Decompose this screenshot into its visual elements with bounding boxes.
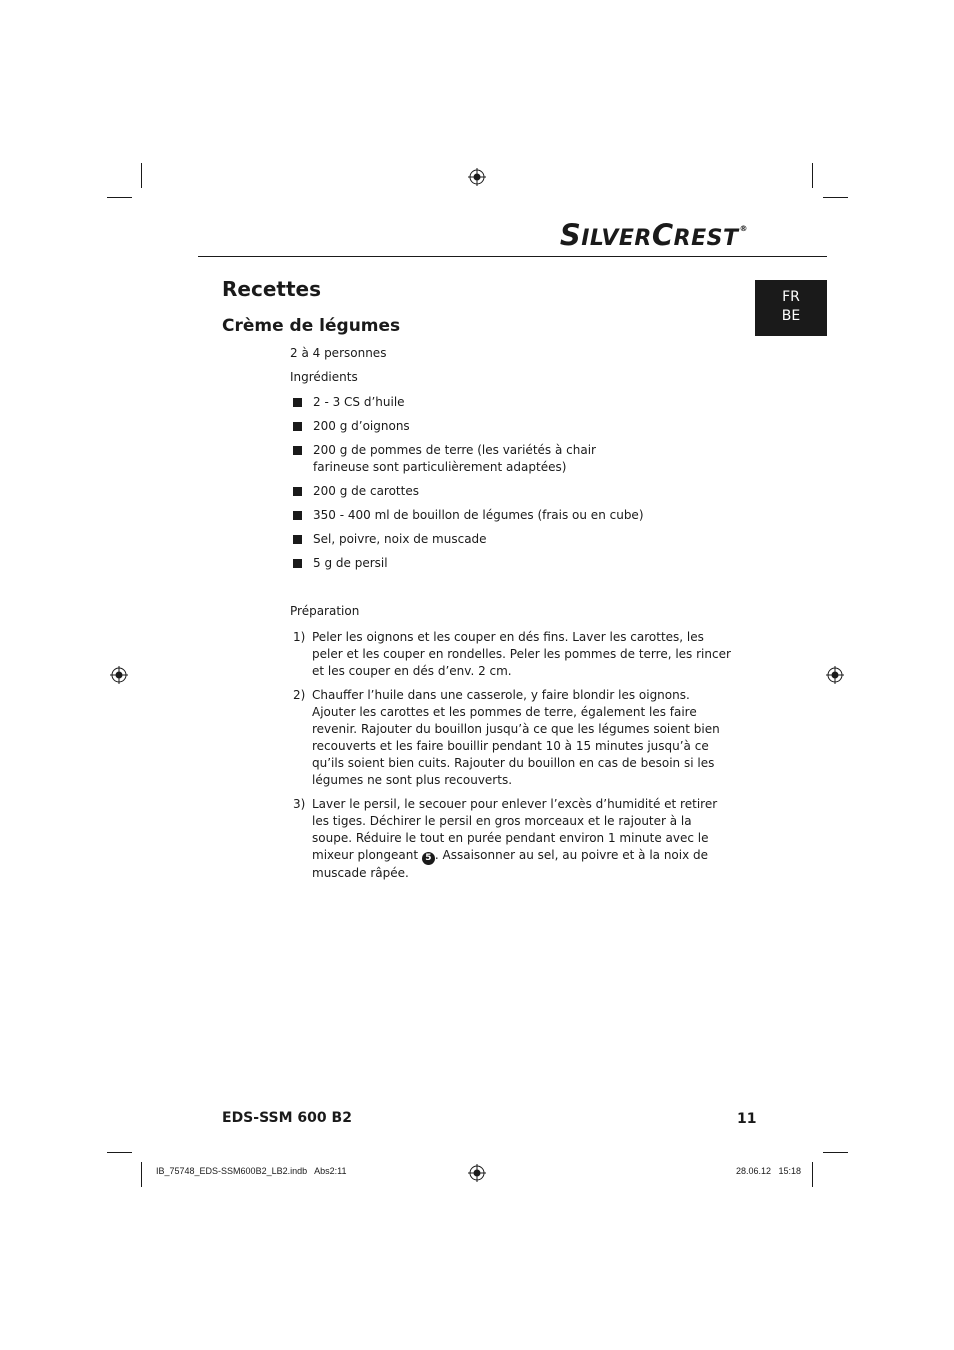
- step-item: [290, 687, 735, 789]
- list-item: 5 g de persil: [293, 555, 653, 572]
- language-code-fr: FR: [782, 289, 800, 305]
- step-text: Peler les oignons et les couper en dés fins. Laver les carottes, les peler et les couper en rondelles. Peler les pommes de terre, les rincer et les couper en dés d’env. 2 cm.: [312, 630, 731, 678]
- bullet-square-icon: [293, 398, 302, 407]
- registration-mark-icon: [110, 666, 128, 684]
- preparation-heading: Préparation: [290, 604, 360, 618]
- step-number: 1): [293, 630, 306, 644]
- crop-mark: [812, 1162, 813, 1187]
- preparation-steps: [290, 629, 735, 889]
- step-number: 3): [293, 797, 306, 811]
- step-item: [290, 796, 735, 882]
- list-item: Sel, poivre, noix de muscade: [293, 531, 653, 548]
- bullet-square-icon: [293, 487, 302, 496]
- step-text: Chauffer l’huile dans une casserole, y faire blondir les oignons. Ajouter les carottes et les pommes de terre, également les faire revenir. Rajouter du bouillon jusqu’à ce que les légumes soient bien recouverts et les faire bouillir pendant 10 à 15 minutes jusqu’à ce qu’ils soient bien cuits. Rajouter du bouillon en cas de besoin si les légumes ne sont plus recouverts.: [312, 688, 720, 787]
- crop-mark: [812, 163, 813, 188]
- header-rule: [198, 256, 827, 257]
- print-slug-file: IB_75748_EDS-SSM600B2_LB2.indb Abs2:11: [156, 1166, 347, 1176]
- list-item: 2 - 3 CS d’huile: [293, 394, 653, 411]
- recipe-title: Crème de légumes: [222, 316, 401, 336]
- servings: 2 à 4 personnes: [290, 346, 387, 360]
- list-item: 200 g de carottes: [293, 483, 653, 500]
- bullet-square-icon: [293, 446, 302, 455]
- crop-mark: [823, 1152, 848, 1153]
- crop-mark: [107, 1152, 132, 1153]
- registration-mark-icon: [468, 168, 486, 186]
- list-item: 200 g d’oignons: [293, 418, 653, 435]
- page-number: 11: [737, 1111, 757, 1127]
- registration-mark-icon: [468, 1164, 486, 1182]
- step-text: Laver le persil, le secouer pour enlever l’excès d’humidité et retirer les tiges. Déchirer le persil en gros morceaux et le rajouter à la soupe. Réduire le tout en purée pendant environ 1 minute avec le mixeur plongeant 5 . Assaisonner au sel, au poivre et à la noix de muscade râpée.: [312, 797, 718, 880]
- print-slug-timestamp: 28.06.12 15:18: [736, 1166, 802, 1176]
- list-item: 350 - 400 ml de bouillon de légumes (frais ou en cube): [293, 507, 653, 524]
- step-item: [290, 629, 735, 680]
- ingredients-heading: Ingrédients: [290, 370, 358, 384]
- brand-logo: SILVERCREST®: [559, 218, 748, 252]
- model-number: EDS-SSM 600 B2: [222, 1110, 352, 1126]
- ingredient-list: [293, 394, 653, 579]
- page-title: Recettes: [222, 277, 321, 301]
- registration-mark-icon: [826, 666, 844, 684]
- bullet-square-icon: [293, 535, 302, 544]
- bullet-square-icon: [293, 422, 302, 431]
- callout-number-icon: 5: [422, 852, 435, 865]
- crop-mark: [141, 163, 142, 188]
- crop-mark: [107, 197, 132, 198]
- language-tab: [755, 280, 827, 336]
- step-number: 2): [293, 688, 306, 702]
- bullet-square-icon: [293, 559, 302, 568]
- list-item: 200 g de pommes de terre (les variétés à chair farineuse sont particulièrement adaptées): [293, 442, 653, 476]
- crop-mark: [141, 1162, 142, 1187]
- crop-mark: [823, 197, 848, 198]
- language-code-be: BE: [781, 308, 801, 324]
- bullet-square-icon: [293, 511, 302, 520]
